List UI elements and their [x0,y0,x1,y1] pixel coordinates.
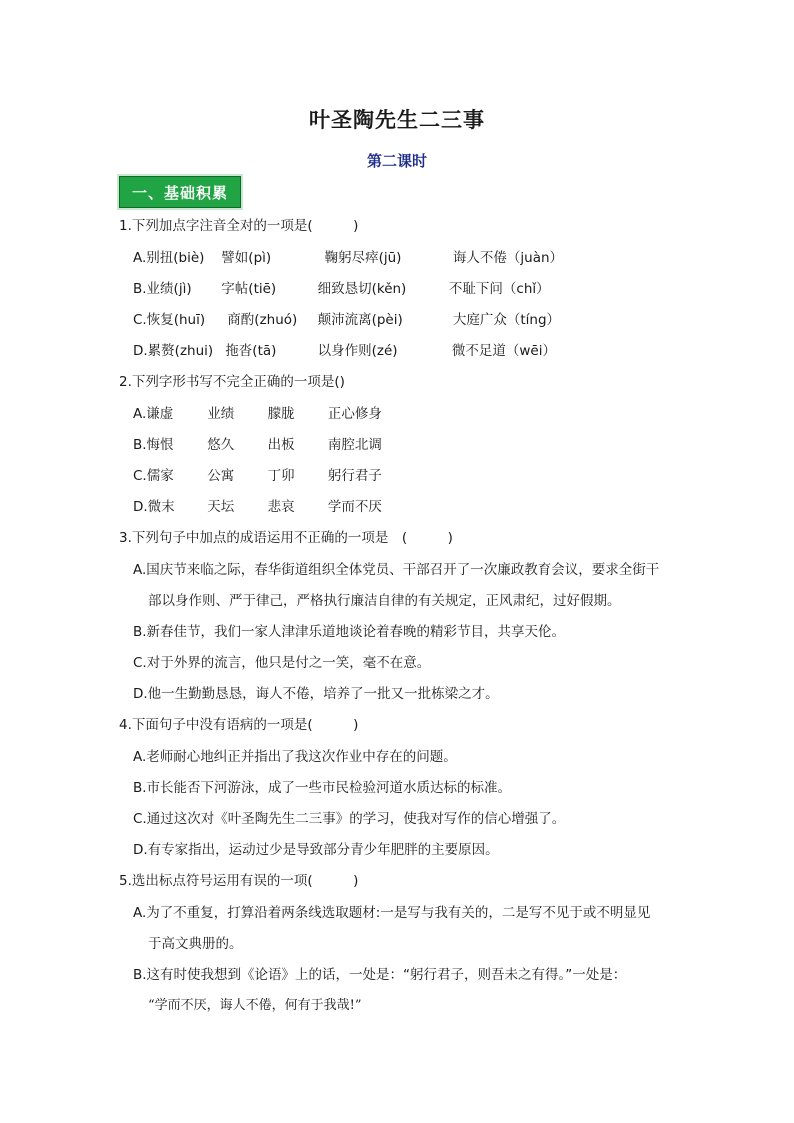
question-4-option-c: C.通过这次对《叶圣陶先生二三事》的学习，使我对写作的信心增强了。 [133,811,566,827]
question-5-stem: 5.选出标点符号运用有误的一项( ) [119,873,359,889]
question-1-option-d [133,342,556,360]
option-cell: 躬行君子 [327,468,382,484]
option-cell: C.儒家 [133,468,174,484]
question-2-option-d [133,498,382,516]
question-5-option-b: B.这有时使我想到《论语》上的话，一处是：“躬行君子，则吾未之有得。”一处是： [133,967,627,983]
question-5-option-b-continued: “学而不厌，诲人不倦，何有于我哉!” [148,998,362,1013]
option-cell: B.业绩(jì) [133,281,192,297]
question-5-option-a-continued: 于高文典册的。 [148,936,243,952]
option-cell: C.恢复(huī) [133,312,206,328]
question-2-option-b [133,436,382,454]
option-cell: 以身作则(zé) [317,343,398,359]
option-cell: A.别扭(biè) [133,250,205,266]
option-cell: 颠沛流离(pèi) [317,312,403,328]
question-1-stem: 1.下列加点字注音全对的一项是( ) [119,218,359,234]
question-4-option-d: D.有专家指出，运动过少是导致部分青少年肥胖的主要原因。 [133,842,499,858]
option-cell: 悠久 [207,437,235,453]
option-cell: 朦胧 [267,406,295,422]
option-cell: 公寓 [207,468,235,484]
option-cell: 拖沓(tā) [225,343,277,359]
question-3-option-a-continued: 部以身作则、严于律己，严格执行廉洁自律的有关规定，正风肃纪，过好假期。 [148,593,621,609]
option-cell: 细致恳切(kěn) [317,281,407,297]
option-cell: 诲人不倦（juàn） [452,250,564,266]
option-cell: 大庭广众（tíng） [452,312,561,328]
option-cell: 字帖(tiē) [221,281,277,297]
question-3-stem: 3.下列句子中加点的成语运用不正确的一项是 ( ) [119,530,453,546]
option-cell: D.累赘(zhui) [133,343,214,359]
option-cell: A.谦虚 [133,406,174,422]
option-cell: 业绩 [207,406,235,422]
option-cell: 商酌(zhuó) [227,312,298,328]
question-2-option-c [133,467,382,485]
option-cell: 南腔北调 [327,437,382,453]
option-cell: 譬如(pì) [221,250,272,266]
question-4-option-a: A.老师耐心地纠正并指出了我这次作业中存在的问题。 [133,749,457,765]
option-cell: 学而不厌 [327,499,382,515]
question-5-option-a: A.为了不重复，打算沿着两条线选取题材:一是写与我有关的，二是写不见于或不明显见 [133,905,651,921]
page-title: 叶圣陶先生二三事 [309,108,485,132]
option-cell: 微不足道（wēi） [451,343,556,359]
option-cell: B.悔恨 [133,437,174,453]
section-heading-badge: 一、基础积累 [119,176,241,208]
question-2-stem: 2.下列字形书写不完全正确的一项是() [119,374,345,390]
question-1-option-a [133,249,563,267]
option-cell: 不耻下问（chǐ） [448,281,550,297]
question-3-option-b: B.新春佳节，我们一家人津津乐道地谈论着春晚的精彩节目，共享天伦。 [133,624,566,640]
option-cell: 丁卯 [267,468,295,484]
question-1-option-c [133,311,560,329]
question-3-option-d: D.他一生勤勤恳恳，诲人不倦，培养了一批又一批栋梁之才。 [133,686,499,702]
option-cell: 悲哀 [267,499,295,515]
option-cell: 鞠躬尽瘁(jū) [324,250,402,266]
option-cell: D.微末 [133,499,175,515]
option-cell: 天坛 [207,499,235,515]
question-2-option-a [133,405,382,423]
page-subtitle: 第二课时 [366,152,427,170]
question-4-option-b: B.市长能否下河游泳，成了一些市民检验河道水质达标的标准。 [133,780,512,796]
question-3-option-a: A.国庆节来临之际，春华街道组织全体党员、干部召开了一次廉政教育会议，要求全街干 [133,562,660,578]
option-cell: 正心修身 [327,406,382,422]
question-3-option-c: C.对于外界的流言，他只是付之一笑，毫不在意。 [133,655,431,671]
question-1-option-b [133,280,550,298]
question-4-stem: 4.下面句子中没有语病的一项是( ) [119,717,359,733]
option-cell: 出板 [267,437,295,453]
